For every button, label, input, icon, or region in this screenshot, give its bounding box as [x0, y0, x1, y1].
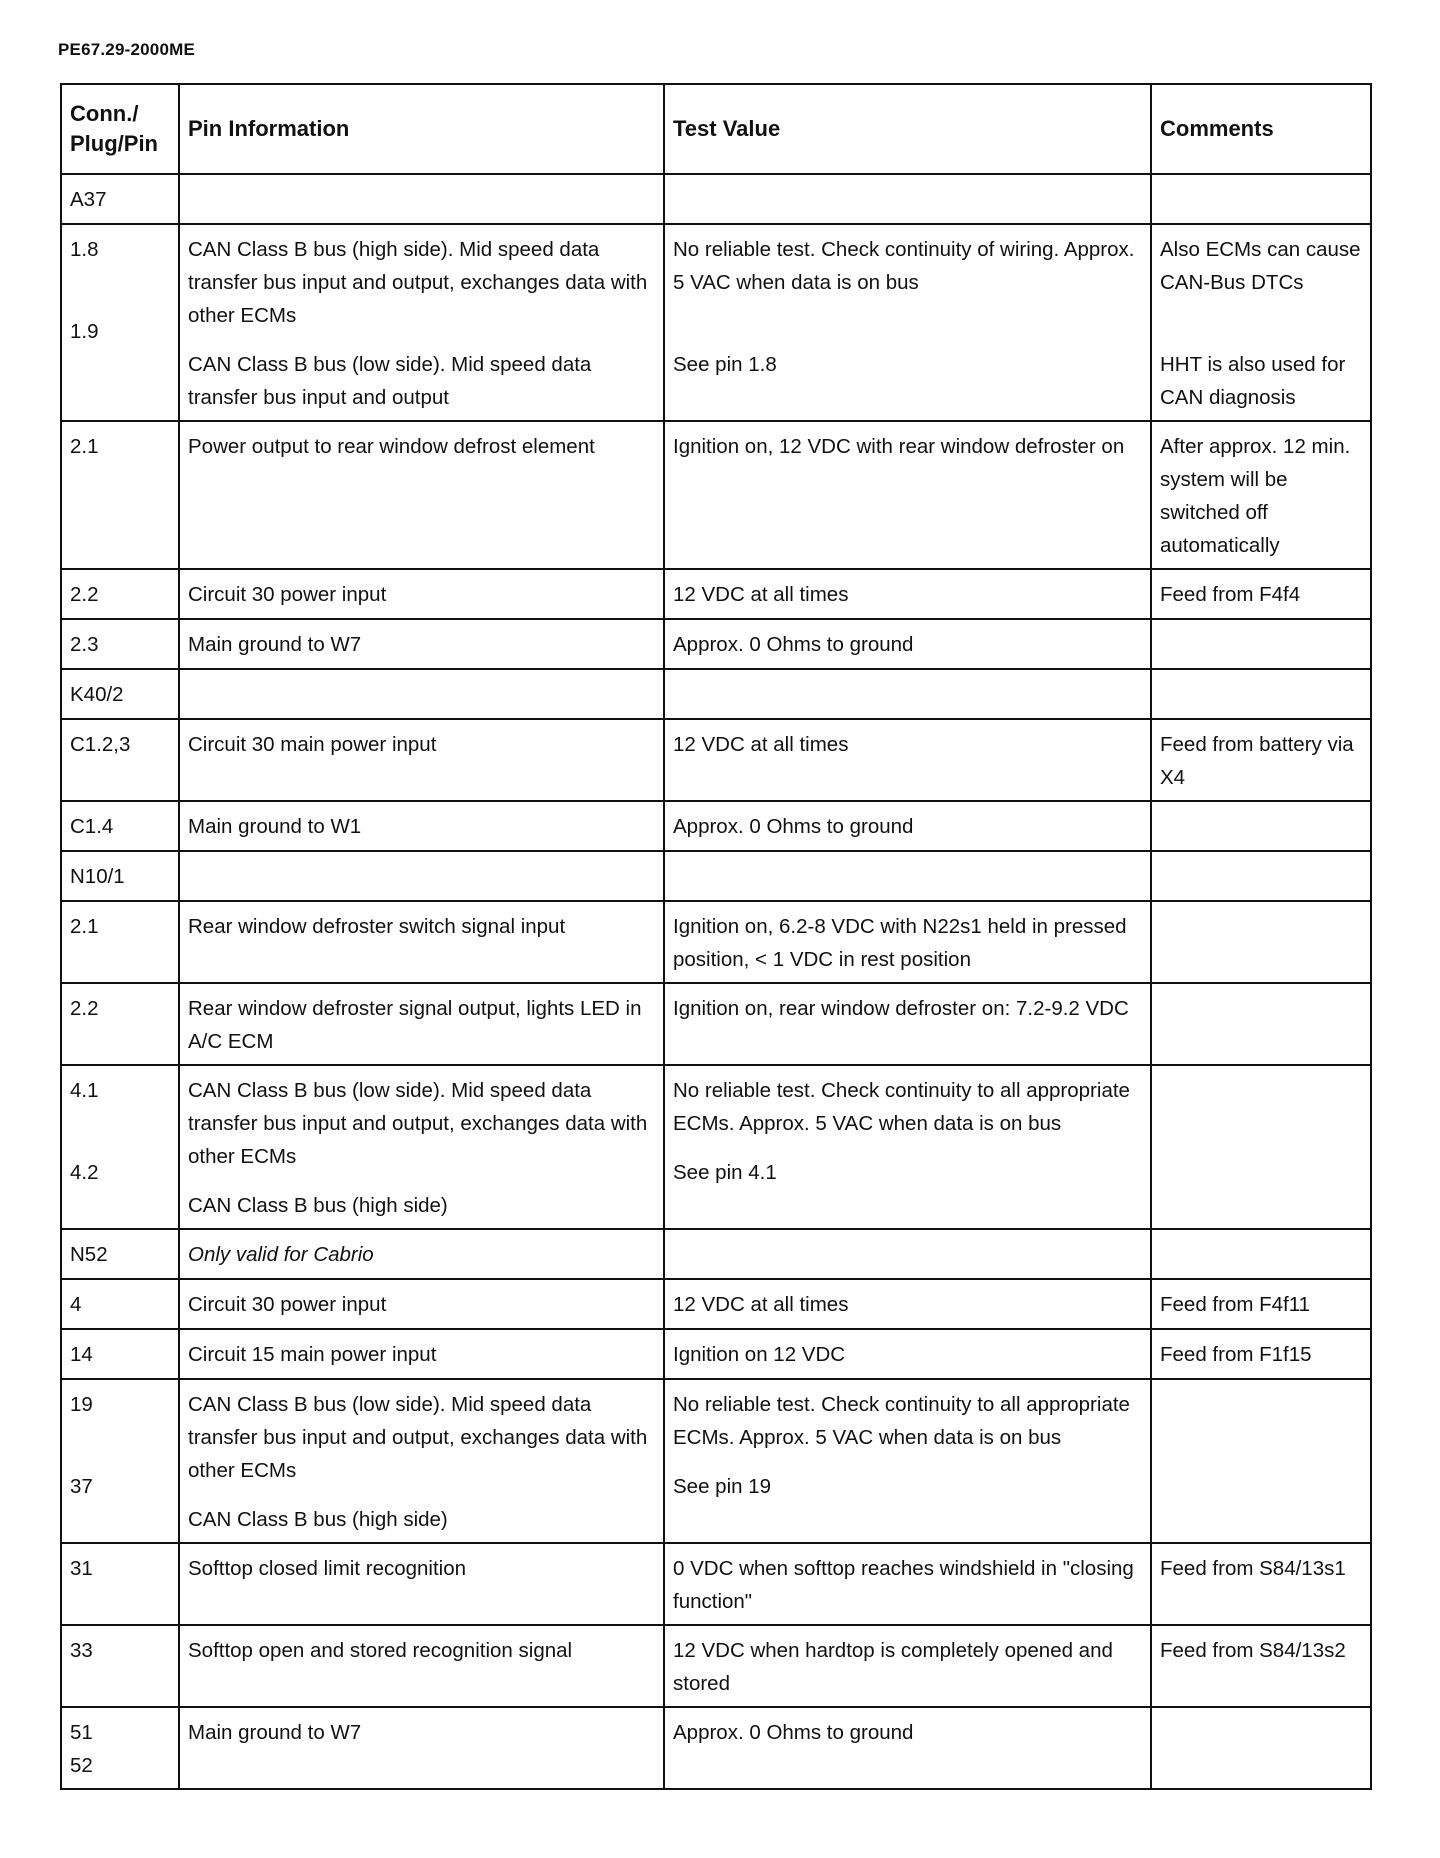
header-pin — [61, 84, 179, 174]
comment-text: After approx. 12 min. system will be switched off automatically — [1160, 435, 1351, 557]
pin-value: 4.2 — [70, 1161, 99, 1184]
pin-value: 51 — [70, 1721, 93, 1744]
table-row — [61, 224, 1371, 421]
cell-test — [664, 719, 1151, 801]
test-text: 12 VDC at all times — [673, 1293, 849, 1316]
info-text: CAN Class B bus (high side) — [188, 1508, 448, 1531]
table-row — [61, 1543, 1371, 1625]
pin-information-table — [60, 83, 1372, 1790]
info-text: Rear window defroster switch signal input — [188, 915, 566, 938]
info-text: Main ground to W7 — [188, 1721, 362, 1744]
test-text: Approx. 0 Ohms to ground — [673, 815, 914, 838]
info-text: Only valid for Cabrio — [188, 1243, 374, 1266]
table-row — [61, 669, 1371, 719]
cell-info — [179, 1279, 664, 1329]
cell-comments — [1151, 1065, 1371, 1229]
cell-comments — [1151, 851, 1371, 901]
table-row — [61, 569, 1371, 619]
pin-value: 2.3 — [70, 633, 99, 656]
table-row — [61, 1329, 1371, 1379]
pin-value: A37 — [70, 188, 107, 211]
cell-pin — [61, 901, 179, 983]
cell-test — [664, 851, 1151, 901]
info-text: Circuit 30 power input — [188, 583, 387, 606]
test-text: Approx. 0 Ohms to ground — [673, 633, 914, 656]
cell-comments — [1151, 1707, 1371, 1789]
test-text: See pin 4.1 — [673, 1161, 777, 1184]
table-row — [61, 851, 1371, 901]
cell-comments — [1151, 1279, 1371, 1329]
info-text: CAN Class B bus (high side) — [188, 1194, 448, 1217]
info-text: Softtop open and stored recognition signal — [188, 1639, 573, 1662]
comment-text: Feed from S84/13s1 — [1160, 1557, 1346, 1580]
cell-test — [664, 1229, 1151, 1279]
table-row — [61, 1707, 1371, 1789]
test-text: 12 VDC when hardtop is completely opened and stored — [673, 1639, 1113, 1695]
test-text: No reliable test. Check continuity of wiring. Approx. 5 VAC when data is on bus — [673, 238, 1135, 294]
cell-pin — [61, 174, 179, 224]
cell-test — [664, 1065, 1151, 1229]
cell-pin — [61, 1379, 179, 1543]
table-row — [61, 719, 1371, 801]
cell-pin — [61, 1543, 179, 1625]
test-text: 12 VDC at all times — [673, 583, 849, 606]
header-comments — [1151, 84, 1371, 174]
comment-text: Feed from F1f15 — [1160, 1343, 1312, 1366]
cell-info — [179, 174, 664, 224]
cell-test — [664, 421, 1151, 569]
cell-info — [179, 851, 664, 901]
info-text: Main ground to W7 — [188, 633, 362, 656]
cell-comments — [1151, 224, 1371, 421]
pin-value: 1.8 — [70, 238, 99, 261]
test-text: Approx. 0 Ohms to ground — [673, 1721, 914, 1744]
cell-pin — [61, 1707, 179, 1789]
cell-pin — [61, 421, 179, 569]
cell-info — [179, 421, 664, 569]
cell-test — [664, 801, 1151, 851]
test-text: No reliable test. Check continuity to all appropriate ECMs. Approx. 5 VAC when data is on bus — [673, 1079, 1130, 1135]
info-text: CAN Class B bus (low side). Mid speed data transfer bus input and output, exchanges data with other ECMs — [188, 1079, 648, 1168]
header-test-label: Test Value — [673, 116, 781, 141]
pin-value: 19 — [70, 1393, 93, 1416]
info-text: Power output to rear window defrost element — [188, 435, 595, 458]
test-text: See pin 19 — [673, 1475, 772, 1498]
document-code: PE67.29-2000ME — [58, 40, 195, 59]
cell-info — [179, 1329, 664, 1379]
cell-pin — [61, 983, 179, 1065]
test-text: 0 VDC when softtop reaches windshield in "closing function" — [673, 1557, 1134, 1613]
cell-pin — [61, 851, 179, 901]
cell-comments — [1151, 719, 1371, 801]
cell-info — [179, 1543, 664, 1625]
info-text: Circuit 15 main power input — [188, 1343, 437, 1366]
cell-info — [179, 801, 664, 851]
test-text: Ignition on, rear window defroster on: 7.2-9.2 VDC — [673, 997, 1129, 1020]
cell-info — [179, 569, 664, 619]
cell-info — [179, 1065, 664, 1229]
test-text: No reliable test. Check continuity to all appropriate ECMs. Approx. 5 VAC when data is on bus — [673, 1393, 1130, 1449]
pin-value: K40/2 — [70, 683, 124, 706]
comment-text: Feed from F4f4 — [1160, 583, 1301, 606]
test-text: See pin 1.8 — [673, 353, 777, 376]
cell-comments — [1151, 1329, 1371, 1379]
cell-test — [664, 619, 1151, 669]
table-row — [61, 421, 1371, 569]
cell-test — [664, 901, 1151, 983]
comment-text: Feed from battery via X4 — [1160, 733, 1354, 789]
cell-pin — [61, 224, 179, 421]
cell-info — [179, 224, 664, 421]
cell-test — [664, 174, 1151, 224]
cell-test — [664, 224, 1151, 421]
info-text: CAN Class B bus (high side). Mid speed data transfer bus input and output, exchanges data with other ECMs — [188, 238, 648, 327]
cell-comments — [1151, 669, 1371, 719]
header-comments-label: Comments — [1160, 116, 1274, 141]
cell-comments — [1151, 983, 1371, 1065]
table-row — [61, 619, 1371, 669]
cell-comments — [1151, 421, 1371, 569]
comment-text: Also ECMs can cause CAN-Bus DTCs — [1160, 238, 1361, 294]
cell-test — [664, 1329, 1151, 1379]
cell-test — [664, 1279, 1151, 1329]
test-text: Ignition on, 6.2-8 VDC with N22s1 held in pressed position, < 1 VDC in rest position — [673, 915, 1127, 971]
cell-test — [664, 669, 1151, 719]
cell-pin — [61, 1065, 179, 1229]
info-text: Softtop closed limit recognition — [188, 1557, 467, 1580]
comment-text: Feed from S84/13s2 — [1160, 1639, 1346, 1662]
pin-value: 4.1 — [70, 1079, 99, 1102]
cell-comments — [1151, 1543, 1371, 1625]
info-text: Main ground to W1 — [188, 815, 362, 838]
pin-value: 37 — [70, 1475, 93, 1498]
info-text: Circuit 30 power input — [188, 1293, 387, 1316]
info-text: Circuit 30 main power input — [188, 733, 437, 756]
cell-pin — [61, 801, 179, 851]
cell-info — [179, 669, 664, 719]
pin-value: 1.9 — [70, 320, 99, 343]
cell-comments — [1151, 174, 1371, 224]
cell-test — [664, 1543, 1151, 1625]
cell-pin — [61, 669, 179, 719]
table-row — [61, 1065, 1371, 1229]
cell-info — [179, 1379, 664, 1543]
table-row — [61, 901, 1371, 983]
table-row — [61, 1229, 1371, 1279]
cell-comments — [1151, 901, 1371, 983]
cell-comments — [1151, 619, 1371, 669]
cell-test — [664, 1379, 1151, 1543]
test-text: Ignition on, 12 VDC with rear window defroster on — [673, 435, 1125, 458]
test-text: 12 VDC at all times — [673, 733, 849, 756]
cell-test — [664, 983, 1151, 1065]
pin-value: C1.2,3 — [70, 733, 131, 756]
cell-test — [664, 569, 1151, 619]
cell-pin — [61, 719, 179, 801]
cell-pin — [61, 619, 179, 669]
cell-pin — [61, 1279, 179, 1329]
cell-info — [179, 983, 664, 1065]
cell-test — [664, 1625, 1151, 1707]
table-row — [61, 174, 1371, 224]
test-text: Ignition on 12 VDC — [673, 1343, 846, 1366]
pin-value: 2.1 — [70, 435, 99, 458]
cell-pin — [61, 569, 179, 619]
header-test — [664, 84, 1151, 174]
cell-info — [179, 901, 664, 983]
cell-comments — [1151, 569, 1371, 619]
cell-info — [179, 1229, 664, 1279]
pin-value: N10/1 — [70, 865, 125, 888]
cell-info — [179, 719, 664, 801]
pin-value: 14 — [70, 1343, 93, 1366]
cell-comments — [1151, 801, 1371, 851]
pin-value: 52 — [70, 1754, 93, 1777]
cell-comments — [1151, 1229, 1371, 1279]
table-row — [61, 801, 1371, 851]
header-info-label: Pin Information — [188, 116, 350, 141]
pin-value: 2.2 — [70, 583, 99, 606]
info-text: CAN Class B bus (low side). Mid speed data transfer bus input and output, exchanges data with other ECMs — [188, 1393, 648, 1482]
info-text: Rear window defroster signal output, lights LED in A/C ECM — [188, 997, 642, 1053]
cell-pin — [61, 1625, 179, 1707]
pin-value: N52 — [70, 1243, 108, 1266]
cell-comments — [1151, 1379, 1371, 1543]
table-row — [61, 1625, 1371, 1707]
cell-pin — [61, 1329, 179, 1379]
cell-comments — [1151, 1625, 1371, 1707]
info-text: CAN Class B bus (low side). Mid speed data transfer bus input and output — [188, 353, 592, 409]
cell-info — [179, 1625, 664, 1707]
pin-value: 33 — [70, 1639, 93, 1662]
table-row — [61, 1279, 1371, 1329]
header-pin-label: Conn./ Plug/Pin — [70, 101, 158, 156]
cell-info — [179, 1707, 664, 1789]
header-info — [179, 84, 664, 174]
pin-value: 4 — [70, 1293, 82, 1316]
cell-info — [179, 619, 664, 669]
comment-text: Feed from F4f11 — [1160, 1293, 1311, 1316]
cell-pin — [61, 1229, 179, 1279]
pin-value: 31 — [70, 1557, 93, 1580]
comment-text: HHT is also used for CAN diagnosis — [1160, 353, 1346, 409]
table-row — [61, 1379, 1371, 1543]
pin-value: 2.1 — [70, 915, 99, 938]
pin-value: 2.2 — [70, 997, 99, 1020]
table-header-row — [61, 84, 1371, 174]
cell-test — [664, 1707, 1151, 1789]
table-row — [61, 983, 1371, 1065]
pin-value: C1.4 — [70, 815, 114, 838]
